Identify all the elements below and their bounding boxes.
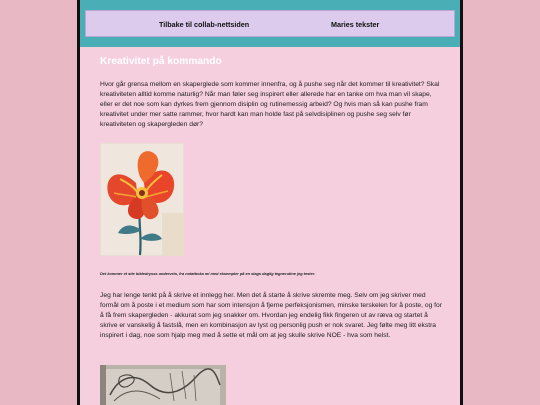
flower-drawing-svg: [100, 143, 184, 256]
notebook-sketch-image: [100, 365, 226, 405]
nav-link-maries-texts[interactable]: Maries tekster: [331, 20, 380, 29]
article-paragraph-1: Hvor går grensa mellom en skaperglede som kommer innenfra, og å pushe seg når det kommer til kreativitet? Skal kreativiteten alltid komme naturlig? Når man føler seg inspirert eller allerede har en tanke om hva man vil skape, eller er det noe som kan dyrkes frem gjennom disiplin og rutinemessig arbeid? Og hvis man så kan pushe fram kreativitet under mer satte rammer, hvor hardt kan man holde fast på selvdisiplinen og pushe seg selv før kreativiteten og skapergleden dør?: [100, 81, 440, 129]
notebook-sketch-svg: [100, 365, 226, 405]
article-title: Kreativitet på kommando: [100, 56, 222, 67]
image-caption: Det kommer et site bildedrysss underveis, fra notatboka mi med eksempler på en slags daglig tegnerutine jeg tester.: [100, 271, 316, 276]
article-paragraph-2: Jeg har lenge tenkt på å skrive et innlegg her. Men det å starte å skrive skremte meg. Selv om jeg skriver med formål om å poste i et medium som har som intensjon å fjerne perfeksjonismen, minske terskelen for å poste, og for å få frem skapergleden - akkurat som jeg snakker om. Hvordan jeg endelig fikk fingeren ut av ræva og startet å skrive er vanskelig å fastslå, men en kombinasjon av lyst og personlig push er nok svaret. Jeg følte meg litt ekstra inspirert i dag, noe som hjalp meg med å sette et mål om at jeg skulle skrive NOE - hva som helst.: [100, 292, 442, 340]
nav-link-back-to-collab[interactable]: Tilbake til collab-nettsiden: [159, 20, 250, 29]
nav-bar: [85, 10, 455, 37]
flower-drawing-image: [100, 143, 184, 256]
